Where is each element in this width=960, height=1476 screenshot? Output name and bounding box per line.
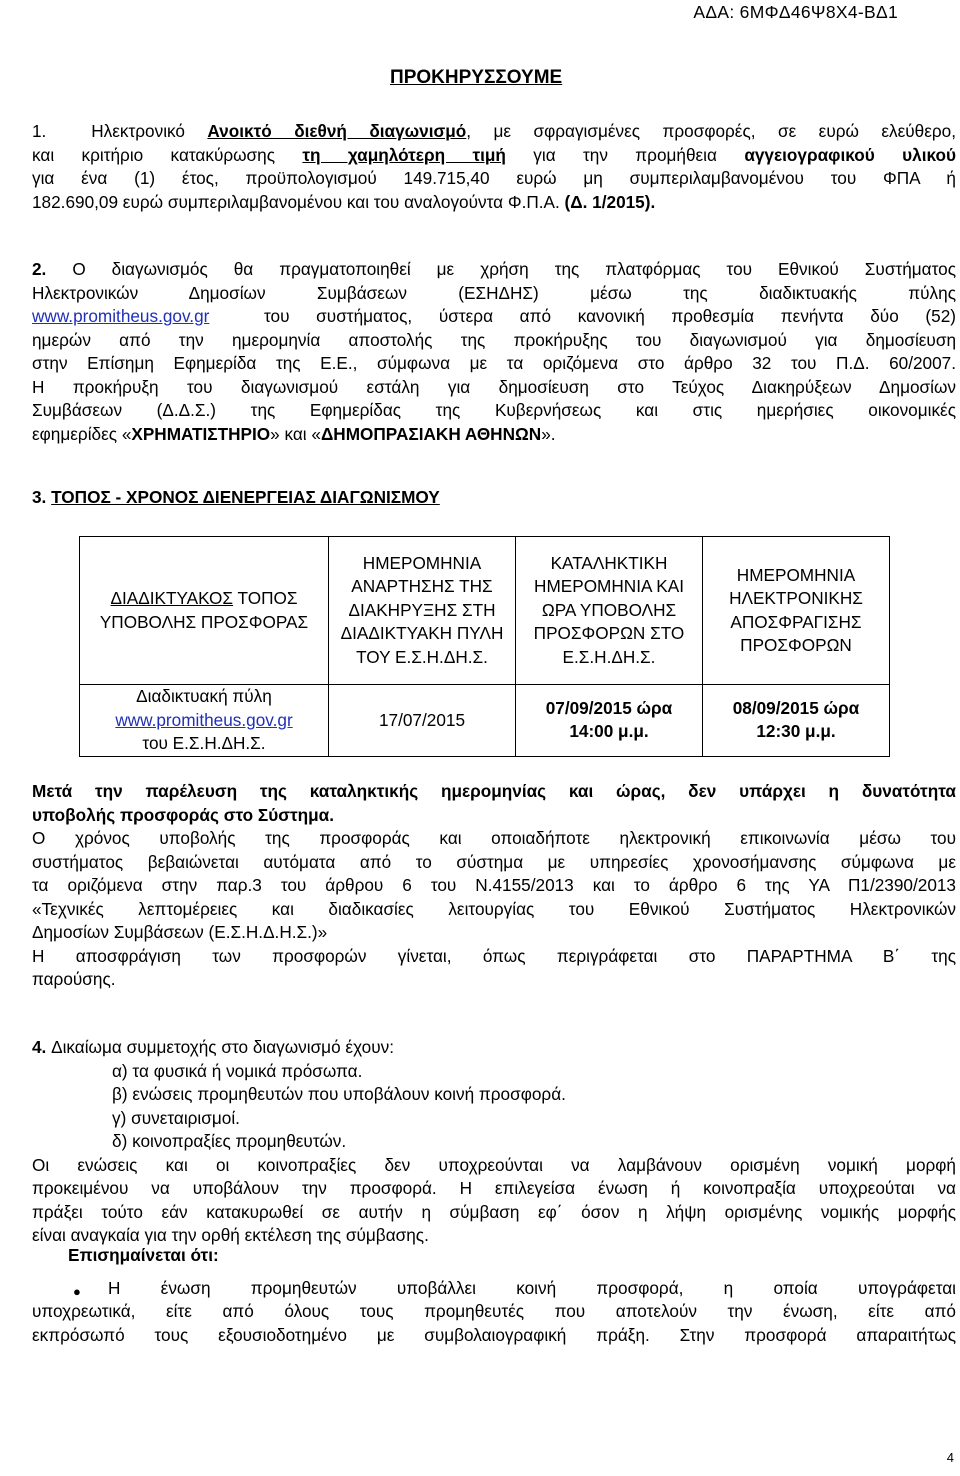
table-cell-deadline: 07/09/2015 ώρα 14:00 μ.μ. [516, 685, 703, 757]
table-promitheus-link[interactable]: www.promitheus.gov.gr [115, 709, 293, 730]
section-2 [32, 258, 956, 446]
ada-code: ΑΔΑ: 6ΜΦΔ46Ψ8Χ4-ΒΔ1 [693, 2, 898, 22]
note-block [32, 1244, 956, 1347]
unsealing-line-1: Η αποσφράγιση των προσφορών γίνεται, όπως περιγράφεται στο ΠΑΡΑΡΤΗΜΑ Β΄ της [32, 945, 956, 966]
note-bullet-line-3: εκπρόσωπό τους εξουσιοδοτημένο με συμβολαιογραφική πράξη. Στην προσφορά απαραιτήτως [32, 1324, 956, 1345]
section-3-heading: 3. ΤΟΠΟΣ - ΧΡΟΝΟΣ ΔΙΕΝΕΡΓΕΙΑΣ ΔΙΑΓΩΝΙΣΜΟΥ [32, 487, 440, 507]
section-2-line-7: Συμβάσεων (Δ.Δ.Σ.) της Εφημερίδας της Κυβερνήσεως και στις ημερήσιες οικονομικές [32, 400, 956, 420]
note-bullet-line-1: Η ένωση προμηθευτών υποβάλλει κοινή προσφορά, η οποία υπογράφεται [108, 1277, 956, 1298]
table-header-opening: ΗΜΕΡΟΜΗΝΙΑ ΗΛΕΚΤΡΟΝΙΚΗΣ ΑΠΟΣΦΡΑΓΙΣΗΣ ΠΡΟΣΦΟΡΩΝ [703, 537, 890, 685]
section-2-line-1: 2. Ο διαγωνισμός θα πραγματοποιηθεί με χρήση της πλατφόρμας του Εθνικού Συστήματος [32, 259, 956, 279]
deadline-warning-line-1: Μετά την παρέλευση της καταληκτικής ημερομηνίας και ώρας, δεν υπάρχει η δυνατότητα [32, 781, 956, 801]
after-table-text [32, 780, 956, 992]
section-4-para-line-1: Οι ενώσεις και οι κοινοπραξίες δεν υποχρεούνται να λαμβάνουν ορισμένη νομική μορφή [32, 1154, 956, 1175]
note-bullet-line-2: υποχρεωτικά, είτε από όλους τους προμηθευτές που αποτελούν την ένωση, είτε από [32, 1301, 956, 1321]
section-2-line-5: στην Επίσημη Εφημερίδα της Ε.Ε., σύμφωνα με τα οριζόμενα στο άρθρο 32 του Π.Δ. 60/2007. [32, 353, 956, 373]
timestamp-line-2: συστήματος βεβαιώνεται αυτόματα από το σύστημα με υπηρεσίες χρονοσήμανσης σύμφωνα με [32, 851, 956, 872]
section-2-line-6: Η προκήρυξη του διαγωνισμού εστάλη για δημοσίευση στο Τεύχος Διακηρύξεων Δημοσίων [32, 376, 956, 397]
section-2-line-2: Ηλεκτρονικών Δημοσίων Συμβάσεων (ΕΣΗΔΗΣ) μέσω της διαδικτυακής πύλης [32, 282, 956, 303]
schedule-table [79, 536, 890, 757]
section-2-line-4: ημερών από την ημερομηνία αποστολής της προκήρυξης του διαγωνισμού για δημοσίευση [32, 329, 956, 350]
table-header-deadline: ΚΑΤΑΛΗΚΤΙΚΗ ΗΜΕΡΟΜΗΝΙΑ ΚΑΙ ΩΡΑ ΥΠΟΒΟΛΗΣ ΠΡΟΣΦΟΡΩΝ ΣΤΟ Ε.Σ.Η.ΔΗ.Σ. [516, 537, 703, 685]
timestamp-line-1: Ο χρόνος υποβολής της προσφοράς και οποιαδήποτε ηλεκτρονική επικοινωνία μέσω του [32, 828, 956, 848]
list-item: δ) κοινοπραξίες προμηθευτών. [112, 1131, 347, 1151]
section-1-line-2: και κριτήριο κατακύρωσης τη χαμηλότερη τιμή για την προμήθεια αγγειογραφικού υλικού [32, 144, 956, 165]
section-4 [32, 1036, 956, 1248]
table-cell-opening: 08/09/2015 ώρα 12:30 μ.μ. [703, 685, 890, 757]
list-item: β) ενώσεις προμηθευτών που υποβάλουν κοινή προσφορά. [112, 1084, 566, 1104]
table-header-place: ΔΙΑΔΙΚΤΥΑΚΟΣ ΤΟΠΟΣ ΥΠΟΒΟΛΗΣ ΠΡΟΣΦΟΡΑΣ [80, 537, 329, 685]
section-4-para-line-3: πράξει τούτο εάν κατακυρωθεί σε αυτήν η σύμβαση εφ΄ όσον η λήψη ορισμένης νομικής μορφής [32, 1201, 956, 1222]
page-number: 4 [946, 1450, 954, 1465]
table-cell-post-date: 17/07/2015 [329, 685, 516, 757]
unsealing-line-2: παρούσης. [32, 969, 116, 989]
section-1-line-3: για ένα (1) έτος, προϋπολογισμού 149.715,40 ευρώ μη συμπεριλαμβανομένου του ΦΠΑ ή [32, 168, 956, 188]
timestamp-line-5: Δημοσίων Συμβάσεων (Ε.Σ.Η.Δ.Η.Σ.)» [32, 922, 328, 942]
bullet-icon: ● [73, 1284, 81, 1299]
section-2-line-8: εφημερίδες «ΧΡΗΜΑΤΙΣΤΗΡΙΟ» και «ΔΗΜΟΠΡΑΣΙΑΚΗ ΑΘΗΝΩΝ». [32, 423, 556, 444]
list-item: α) τα φυσικά ή νομικά πρόσωπα. [112, 1060, 363, 1081]
timestamp-line-3: τα οριζόμενα στην παρ.3 του άρθρου 6 του Ν.4155/2013 και το άρθρο 6 της ΥΑ Π1/2390/2013 [32, 875, 956, 895]
section-1-line-4: 182.690,09 ευρώ συμπεριλαμβανομένου και του αναλογούντα Φ.Π.Α. (Δ. 1/2015). [32, 191, 656, 212]
section-4-heading: 4. Δικαίωμα συμμετοχής στο διαγωνισμό έχουν: [32, 1037, 394, 1057]
section-1 [32, 120, 956, 214]
promitheus-link[interactable]: www.promitheus.gov.gr [32, 306, 210, 326]
table-cell-place: Διαδικτυακή πύλη www.promitheus.gov.gr του Ε.Σ.Η.ΔΗ.Σ. [80, 685, 329, 757]
deadline-warning-line-2: υποβολής προσφοράς στο Σύστημα. [32, 804, 335, 825]
section-4-para-line-4: είναι αναγκαία για την ορθή εκτέλεση της σύμβασης. [32, 1225, 429, 1245]
note-heading: Επισημαίνεται ότι: [68, 1245, 219, 1265]
timestamp-line-4: «Τεχνικές λεπτομέρειες και διαδικασίες λειτουργίας του Εθνικού Συστήματος Ηλεκτρονικών [32, 898, 956, 919]
section-2-line-3: του συστήματος, ύστερα από κανονική προθεσμία πενήντα δύο (52) [264, 306, 956, 326]
table-header-post-date: ΗΜΕΡΟΜΗΝΙΑ ΑΝΑΡΤΗΣΗΣ ΤΗΣ ΔΙΑΚΗΡΥΞΗΣ ΣΤΗ ΔΙΑΔΙΚΤΥΑΚΗ ΠΥΛΗ ΤΟΥ Ε.Σ.Η.ΔΗ.Σ. [329, 537, 516, 685]
section-1-line-1: 1. Ηλεκτρονικό Ανοικτό διεθνή διαγωνισμό, με σφραγισμένες προσφορές, σε ευρώ ελεύθερο, [32, 121, 956, 141]
document-title: ΠΡΟΚΗΡΥΣΣΟΥΜΕ [390, 67, 563, 88]
section-4-para-line-2: προκειμένου να υποβάλουν την προσφορά. Η επιλεγείσα ένωση ή κοινοπραξία υποχρεούται να [32, 1178, 956, 1198]
list-item: γ) συνεταιρισμοί. [112, 1107, 240, 1128]
